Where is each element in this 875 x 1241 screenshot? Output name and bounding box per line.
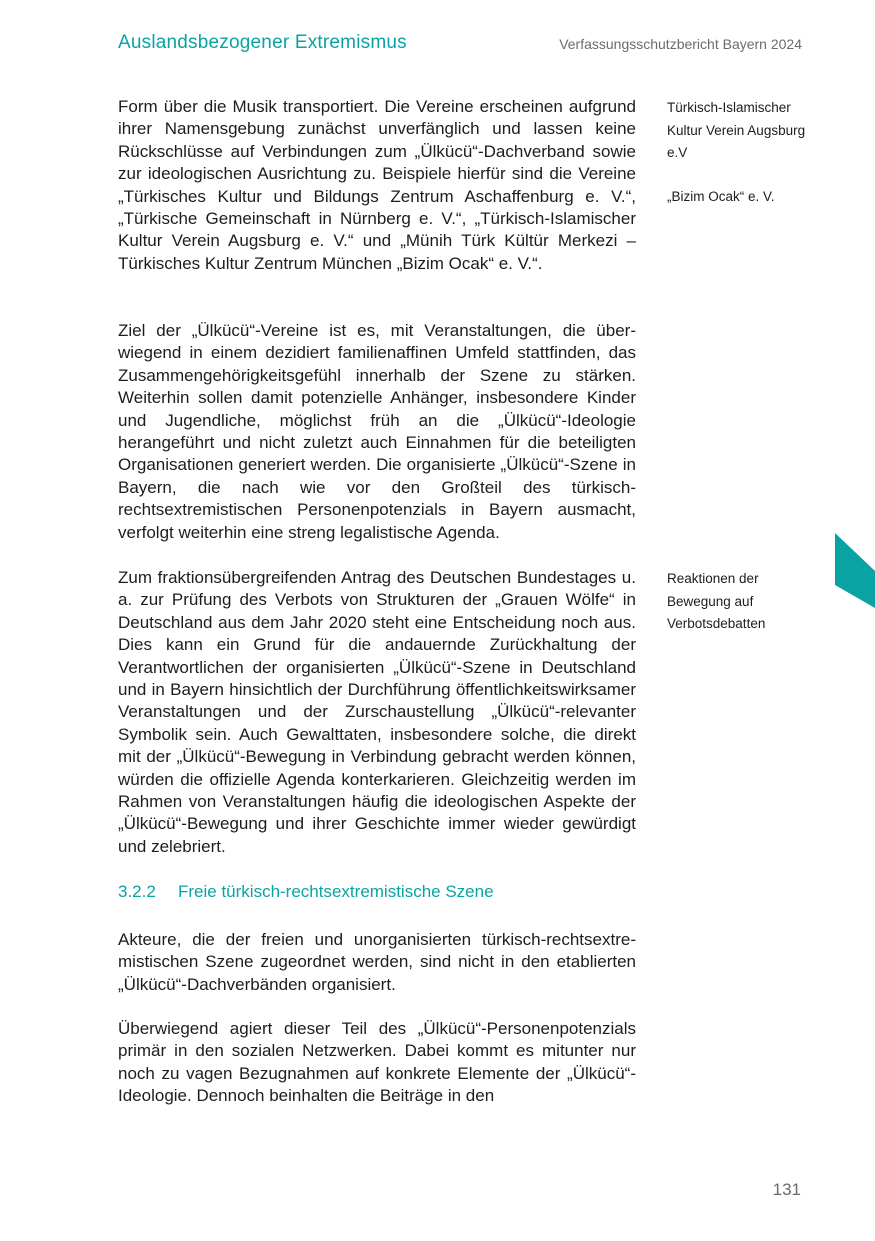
section-title: Freie türkisch-rechtsextremistische Szene <box>178 882 494 901</box>
paragraph-4: Akteure, die der freien und unorganisierten türkisch-rechtsextremistischen Szene zugeordnet werden, sind nicht in den etablierten „Ülkücü“-Dachverbänden organisiert. <box>118 930 636 994</box>
paragraph-2: Ziel der „Ülkücü“-Vereine ist es, mit Veranstaltungen, die überwiegend in einem dezidiert familienaffinen Umfeld stattfinden, das Zusammengehörigkeitsgefühl innerhalb der Szene zu stärken. Weiterhin sollen damit potenzielle Anhänger, insbesondere Kinder und Jugendliche, möglichst früh an die „Ülkücü“-Ideologie herangeführt und nicht zuletzt auch Einnahmen für die beteiligten Organisationen generiert werden. Die organisierte „Ülkücü“-Szene in Bayern, die nach wie vor den Großteil des türkisch-rechtsextremistischen Personenpotenzials in Bayern ausmacht, verfolgt weiterhin eine streng legalistische Agenda. <box>118 321 636 542</box>
margin-note-reaktionen: Reaktionen der Bewegung auf Verbotsdebatten <box>667 571 766 631</box>
chapter-title: Auslandsbezogener Extremismus <box>118 32 407 53</box>
margin-note-bizim-ocak: „Bizim Ocak“ e. V. <box>667 189 775 204</box>
paragraph-3: Zum fraktionsübergreifenden Antrag des Deutschen Bundestages u. a. zur Prüfung des Verbots von Strukturen der „Grauen Wölfe“ in Deutschland aus dem Jahr 2020 steht eine Entscheidung noch aus. Dies kann ein Grund für die andauernde Zurückhaltung der Verantwortlichen der organisierten „Ülkücü“-Szene in Deutschland und in Bayern hinsichtlich der Durchführung öffentlichkeitswirksamer Veranstaltungen und der Zurschaustellung „Ülkücü“-relevanter Symbolik sein. Auch Gewalttaten, insbesondere solche, die direkt mit der „Ülkücü“-Bewegung in Verbindung gebracht werden können, würden die offizielle Agenda konterkarieren. Gleichzeitig werden im Rahmen von Veranstaltungen häufig die ideologischen Aspekte der „Ülkücü“-Bewegung und ihrer Geschichte immer wieder gewürdigt und zelebriert. <box>118 568 636 856</box>
paragraph-1: Form über die Musik transportiert. Die Vereine erscheinen aufgrund ihrer Namensgebung zunächst unverfänglich und lassen keine Rückschlüsse auf Verbindungen zum „Ülkücü“-Dachverband sowie zur ideologischen Ausrichtung zu. Beispiele hierfür sind die Vereine „Türkisches Kultur und Bildungs Zentrum Aschaffenburg e. V.“, „Türkische Gemeinschaft in Nürnberg e. V.“, „Türkisch-Islamischer Kultur Verein Augsburg e. V.“ und „Münih Türk Kültür Merkezi – Türkisches Kultur Zentrum München „Bizim Ocak“ e. V.“. <box>118 97 636 273</box>
chapter-tab-marker <box>835 533 875 608</box>
section-number: 3.2.2 <box>118 882 156 901</box>
section-heading <box>118 882 636 902</box>
chapter-tab-shape <box>835 533 875 608</box>
margin-note-verein-augsburg: Türkisch-Islamischer Kultur Verein Augsburg e.V <box>667 100 806 160</box>
paragraph-5: Überwiegend agiert dieser Teil des „Ülkücü“-Personenpotenzials primär in den sozialen Netzwerken. Dabei kommt es mitunter nur noch zu vagen Bezugnahmen auf konkrete Elemente der „Ülkücü“-Ideologie. Dennoch beinhalten die Beiträge in den <box>118 1019 636 1106</box>
page-number: 131 <box>772 1180 801 1199</box>
report-title: Verfassungsschutzbericht Bayern 2024 <box>559 36 802 52</box>
